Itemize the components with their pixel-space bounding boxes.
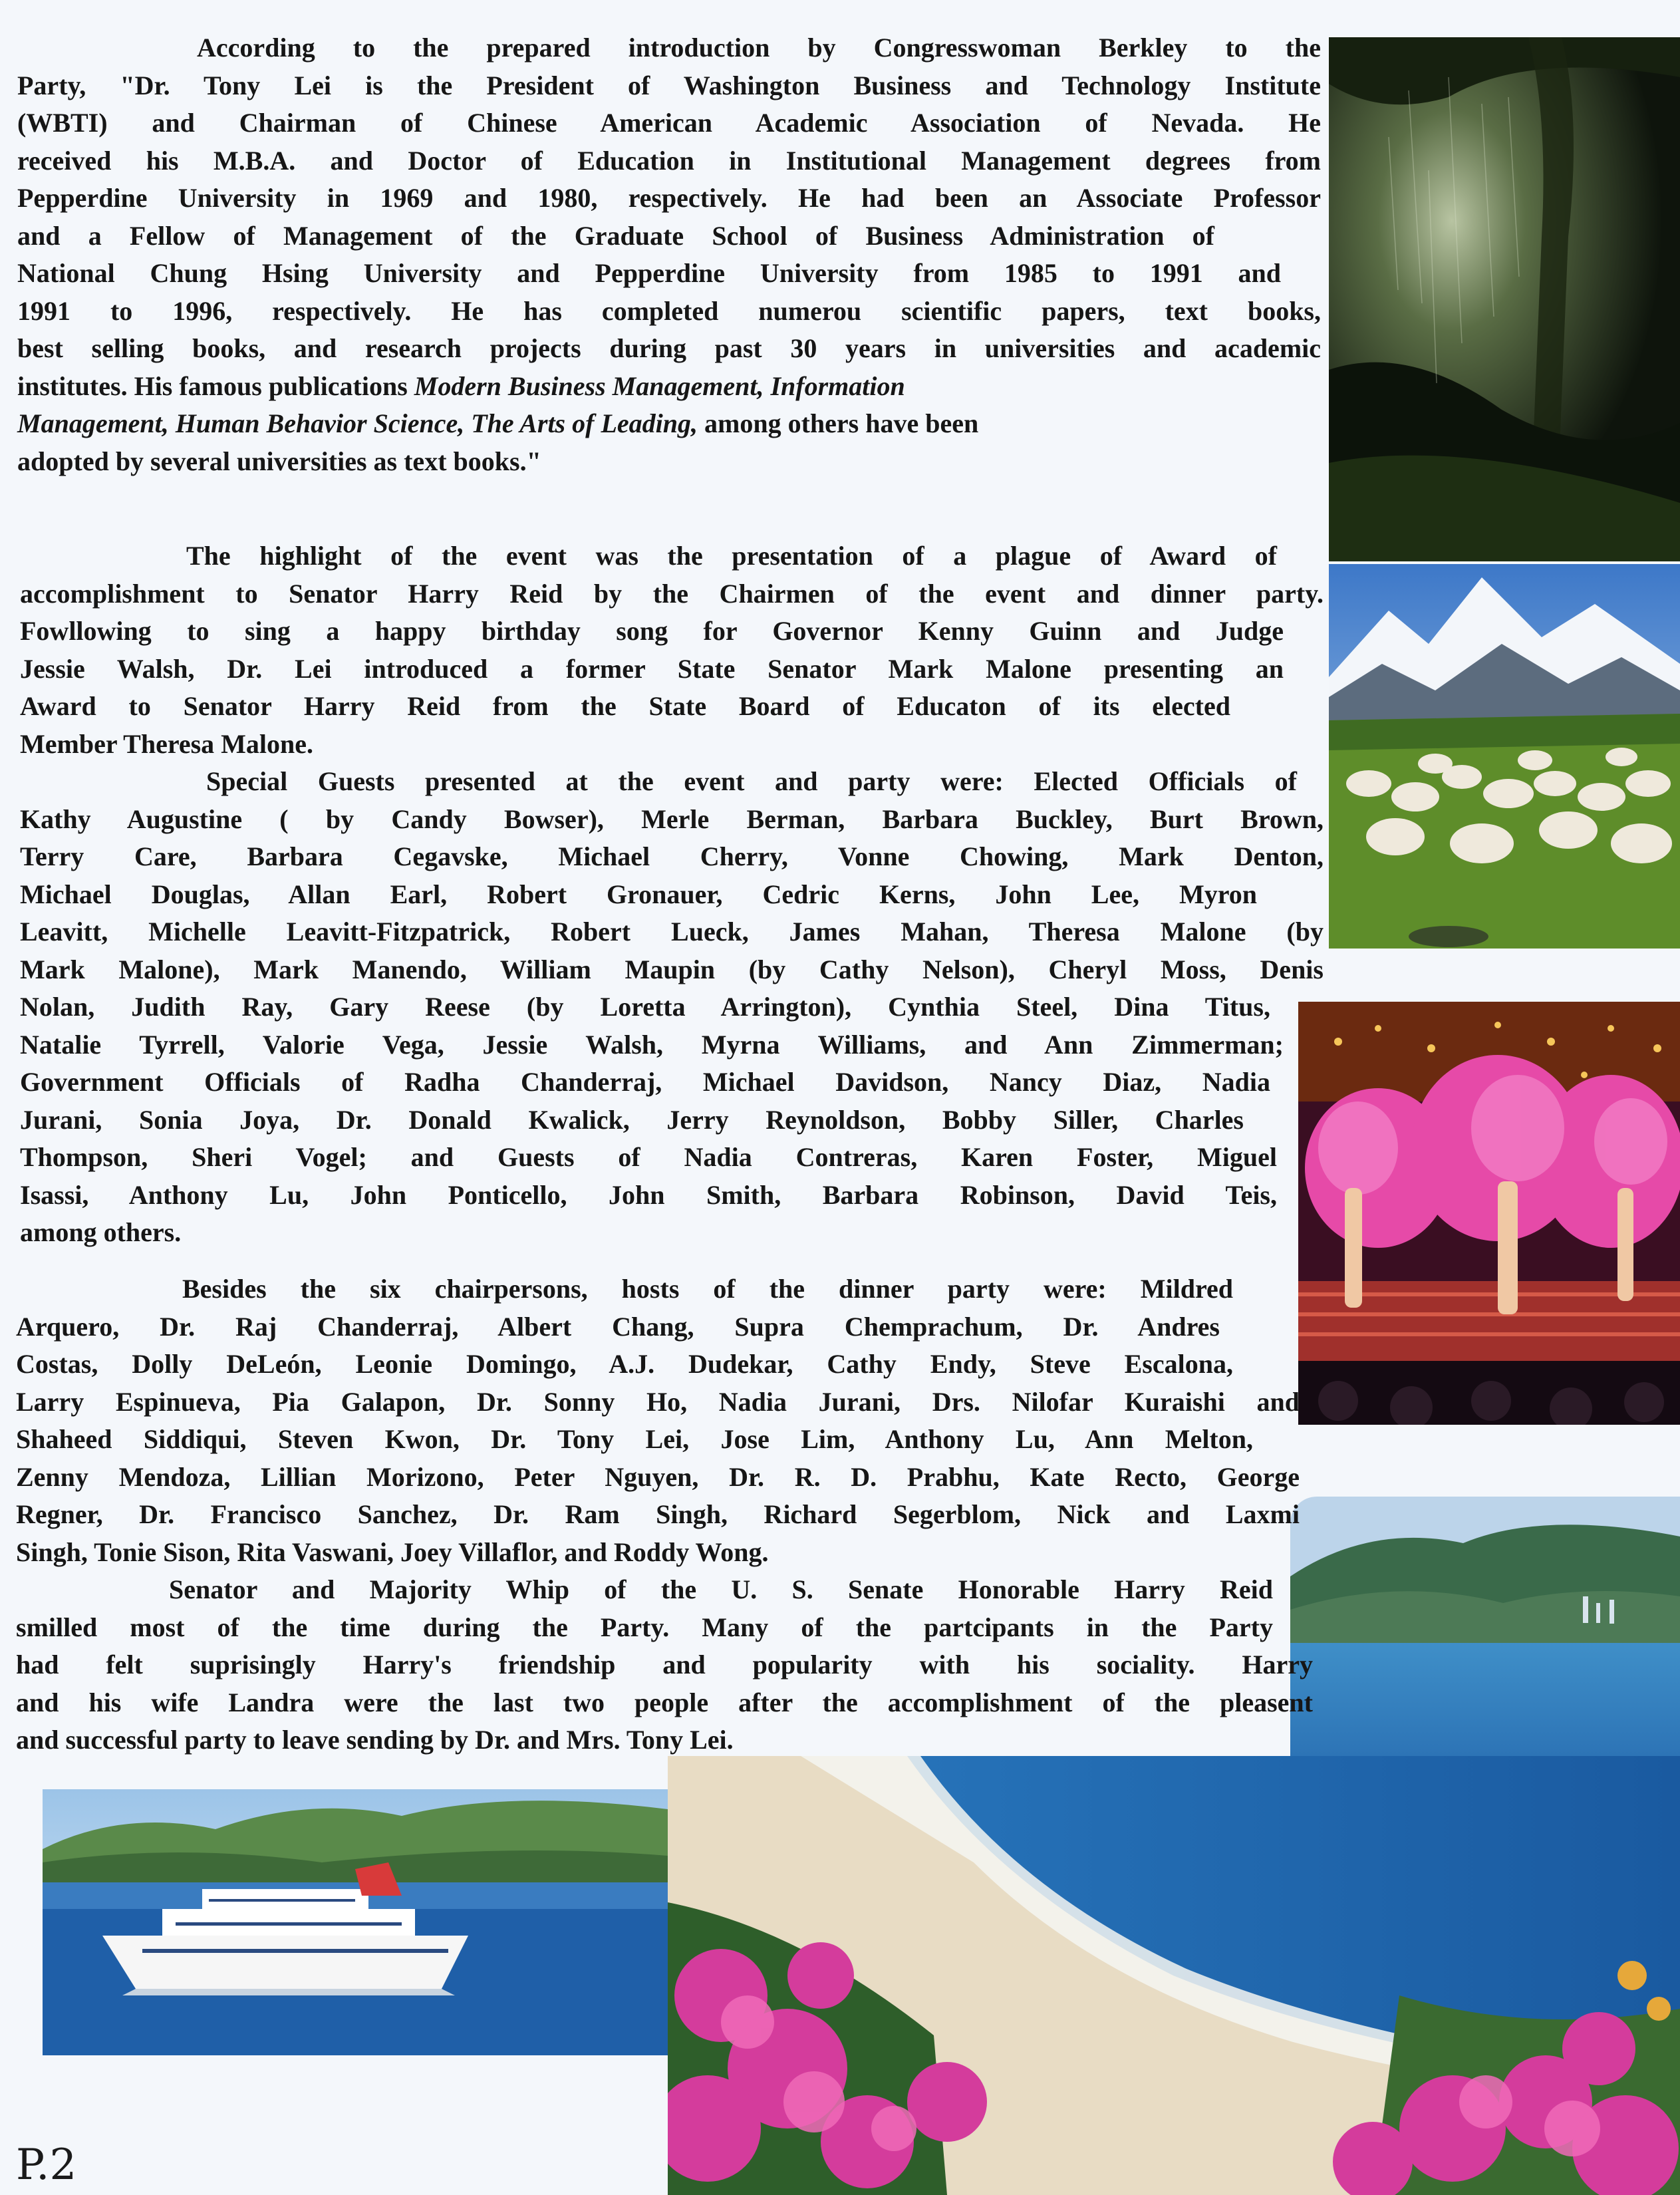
text-line: Fowllowing to sing a happy birthday song for Governor Kenny Guinn and Judge — [20, 616, 1284, 646]
text-line: The highlight of the event was the presentation of a plague of Award of — [186, 541, 1277, 571]
text-line: Shaheed Siddiqui, Steven Kwon, Dr. Tony Lei, Jose Lim, Anthony Lu, Ann Melton, — [16, 1424, 1253, 1454]
text-line: Leavitt, Michelle Leavitt-Fitzpatrick, Robert Lueck, James Mahan, Theresa Malone (by — [20, 917, 1324, 947]
text-line: Besides the six chairpersons, hosts of the dinner party were: Mildred — [182, 1274, 1233, 1304]
text-line: Arquero, Dr. Raj Chanderraj, Albert Chang, Supra Chemprachum, Dr. Andres — [16, 1311, 1220, 1342]
text-line: (WBTI) and Chairman of Chinese American Academic Association of Nevada. He — [17, 108, 1321, 138]
text-line: National Chung Hsing University and Pepperdine University from 1985 to 1991 and — [17, 258, 1281, 288]
text-line: Singh, Tonie Sison, Rita Vaswani, Joey Villaflor, and Roddy Wong. — [16, 1536, 769, 1567]
text-line: had felt suprisingly Harry's friendship and popularity with his sociality. Harry — [16, 1650, 1313, 1680]
text-line: 1991 to 1996, respectively. He has completed numerou scientific papers, text books, — [17, 295, 1321, 326]
text-line: Jessie Walsh, Dr. Lei introduced a former State Senator Mark Malone presenting an — [20, 653, 1284, 684]
text-line: Michael Douglas, Allan Earl, Robert Gronauer, Cedric Kerns, John Lee, Myron — [20, 879, 1257, 909]
highlight-paragraph — [20, 537, 1324, 763]
text-line: Government Officials of Radha Chanderraj, Michael Davidson, Nancy Diaz, Nadia — [20, 1067, 1270, 1097]
text-line: adopted by several universities as text books." — [17, 446, 541, 476]
beach-bougainvillea-photo — [668, 1756, 1680, 2195]
text-line: Member Theresa Malone. — [20, 728, 314, 759]
text-line: Costas, Dolly DeLeón, Leonie Domingo, A.J. Dudekar, Cathy Endy, Steve Escalona, — [16, 1349, 1233, 1379]
text-line — [17, 405, 1321, 443]
text-line: Pepperdine University in 1969 and 1980, respectively. He had been an Associate Professor — [17, 183, 1321, 213]
page-number: P.2 — [16, 2140, 77, 2190]
showgirls-stage-photo — [1298, 1002, 1680, 1425]
text-segment: among others have been — [704, 408, 979, 438]
text-line — [17, 368, 1321, 406]
text-line: Larry Espinueva, Pia Galapon, Dr. Sonny Ho, Nadia Jurani, Drs. Nilofar Kuraishi and — [16, 1386, 1300, 1417]
text-line: Regner, Dr. Francisco Sanchez, Dr. Ram Singh, Richard Segerblom, Nick and Laxmi — [16, 1499, 1300, 1529]
mountain-sheep-photo — [1329, 564, 1680, 949]
text-line: Award to Senator Harry Reid from the State Board of Educaton of its elected — [20, 691, 1230, 721]
text-line: According to the prepared introduction by Congresswoman Berkley to the — [197, 33, 1321, 63]
forest-rain-photo — [1329, 37, 1680, 561]
text-line: Natalie Tyrrell, Valorie Vega, Jessie Walsh, Myrna Williams, and Ann Zimmerman; — [20, 1029, 1284, 1060]
text-line: Party, "Dr. Tony Lei is the President of Washington Business and Technology Institute — [17, 70, 1321, 100]
publication-titles: Management, Human Behavior Science, The Arts of Leading, — [17, 408, 698, 438]
publication-titles: Modern Business Management, Information — [414, 370, 905, 401]
text-line: Mark Malone), Mark Manendo, William Maupin (by Cathy Nelson), Cheryl Moss, Denis — [20, 954, 1324, 984]
text-line: and his wife Landra were the last two people after the accomplishment of the pleasent — [16, 1687, 1313, 1717]
text-line: smilled most of the time during the Party. Many of the partcipants in the Party — [16, 1612, 1273, 1642]
guests-paragraph — [20, 763, 1324, 1252]
text-line: received his M.B.A. and Doctor of Education in Institutional Management degrees from — [17, 145, 1321, 176]
text-line: accomplishment to Senator Harry Reid by the Chairmen of the event and dinner party. — [20, 578, 1324, 609]
text-line: Special Guests presented at the event and party were: Elected Officials of — [206, 766, 1297, 796]
text-line: Terry Care, Barbara Cegavske, Michael Cherry, Vonne Chowing, Mark Denton, — [20, 841, 1324, 871]
text-line: Kathy Augustine ( by Candy Bowser), Merle Berman, Barbara Buckley, Burt Brown, — [20, 804, 1324, 834]
text-segment: institutes. His famous publications — [17, 370, 408, 401]
text-line: Isassi, Anthony Lu, John Ponticello, John Smith, Barbara Robinson, David Teis, — [20, 1179, 1277, 1210]
text-line: Thompson, Sheri Vogel; and Guests of Nadia Contreras, Karen Foster, Miguel — [20, 1142, 1277, 1172]
text-line: Senator and Majority Whip of the U. S. Senate Honorable Harry Reid — [169, 1574, 1273, 1604]
intro-paragraph — [17, 29, 1321, 480]
text-line: and a Fellow of Management of the Graduate School of Business Administration of — [17, 220, 1214, 251]
text-line: Zenny Mendoza, Lillian Morizono, Peter Nguyen, Dr. R. D. Prabhu, Kate Recto, George — [16, 1461, 1300, 1492]
text-line: among others. — [20, 1217, 182, 1247]
text-line: best selling books, and research projects during past 30 years in universities and academic — [17, 333, 1321, 363]
text-line: Nolan, Judith Ray, Gary Reese (by Loretta Arrington), Cynthia Steel, Dina Titus, — [20, 992, 1270, 1022]
text-line: and successful party to leave sending by Dr. and Mrs. Tony Lei. — [16, 1725, 734, 1755]
text-line: Jurani, Sonia Joya, Dr. Donald Kwalick, Jerry Reynoldson, Bobby Siller, Charles — [20, 1104, 1244, 1135]
hosts-paragraph — [16, 1270, 1300, 1571]
cruise-ship-photo — [43, 1789, 668, 2055]
closing-paragraph — [16, 1571, 1313, 1759]
